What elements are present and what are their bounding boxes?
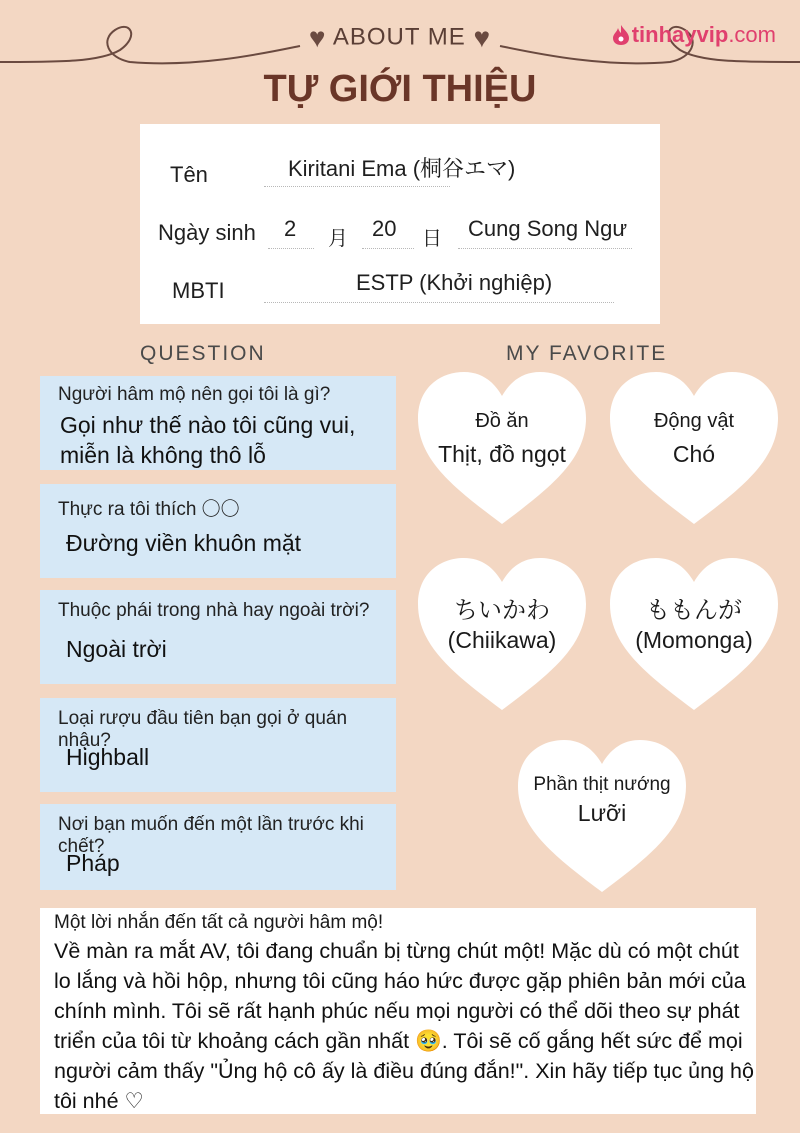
question-text: Thuộc phái trong nhà hay ngoài trời? bbox=[58, 600, 370, 621]
favorite-key: Đồ ăn bbox=[475, 410, 529, 432]
day-char: 日 bbox=[422, 228, 442, 250]
question-text: Thực ra tôi thích 〇〇 bbox=[58, 499, 240, 520]
question-text: Loại rượu đầu tiên bạn gọi ở quán nhậu? bbox=[58, 708, 348, 751]
answer-text: Highball bbox=[66, 744, 150, 770]
fan-message-box bbox=[40, 908, 756, 1114]
answer-text: Ngoài trời bbox=[66, 636, 167, 662]
favorite-momonga bbox=[606, 590, 782, 654]
favorite-key: Động vật bbox=[653, 410, 735, 432]
month-char: 月 bbox=[328, 228, 348, 250]
answer-text: Đường viền khuôn mặt bbox=[66, 530, 302, 556]
favorite-value: Thịt, đồ ngọt bbox=[438, 441, 566, 467]
page-title: TỰ GIỚI THIỆU bbox=[263, 68, 537, 110]
favorite-value: (Chiikawa) bbox=[447, 627, 557, 653]
mbti-label: MBTI bbox=[172, 278, 225, 303]
favorite-food bbox=[414, 410, 590, 468]
question-card bbox=[40, 376, 396, 470]
favorite-key: Phần thịt nướng bbox=[533, 774, 671, 795]
question-section-title: QUESTION bbox=[140, 342, 266, 365]
heart-icon: ♥ bbox=[473, 22, 492, 53]
answer-text: Pháp bbox=[66, 850, 120, 876]
favorite-key: ももんが bbox=[646, 597, 742, 624]
question-card bbox=[40, 804, 396, 890]
mbti-value: ESTP (Khởi nghiệp) bbox=[356, 270, 553, 295]
birth-month: 2 bbox=[284, 216, 297, 241]
birth-month-underline bbox=[268, 248, 314, 249]
answer-text: Gọi như thế nào tôi cũng vui, miễn là không thô lỗ bbox=[60, 412, 356, 468]
favorite-animal bbox=[606, 410, 782, 468]
question-card bbox=[40, 484, 396, 578]
question-card bbox=[40, 698, 396, 792]
about-me-text: ABOUT ME bbox=[332, 23, 466, 51]
favorite-value: Lưỡi bbox=[577, 800, 627, 826]
favorite-chiikawa bbox=[414, 590, 590, 654]
name-underline bbox=[264, 186, 450, 187]
favorite-key: ちいかわ bbox=[454, 597, 550, 624]
name-value: Kiritani Ema (桐谷エマ) bbox=[288, 156, 516, 181]
fan-message-body: Về màn ra mắt AV, tôi đang chuẩn bị từng chút một! Mặc dù có một chút lo lắng và hồi hộp, nhưng tôi cũng háo hức được gặp phiên bản mới của chính mình. Tôi sẽ rất hạnh phúc nếu mọi người có thể dõi theo sự phát triển của tôi từ khoảng cách gần nhất 🥹. Tôi sẽ cố gắng hết sức để mọi người cảm thấy "Ủng hộ cô ấy là điều đúng đắn!". Xin hãy tiếp tục ủng hộ tôi nhé ♡ bbox=[54, 939, 754, 1113]
logo-main: tinhayvip bbox=[631, 22, 729, 47]
favorite-section-title: MY FAVORITE bbox=[506, 342, 668, 365]
mbti-underline bbox=[264, 302, 614, 303]
zodiac-underline bbox=[458, 248, 632, 249]
logo-suffix: .com bbox=[728, 22, 776, 47]
heart-icon: ♥ bbox=[308, 22, 327, 53]
question-text: Nơi bạn muốn đến một lần trước khi chết? bbox=[58, 814, 364, 857]
favorite-value: Chó bbox=[672, 441, 716, 467]
fan-message-title: Một lời nhắn đến tất cả người hâm mộ! bbox=[54, 912, 384, 933]
zodiac-value: Cung Song Ngư bbox=[468, 216, 628, 241]
about-me-heading bbox=[0, 22, 800, 54]
profile-card bbox=[140, 124, 660, 324]
favorite-bbq bbox=[514, 774, 690, 827]
question-text: Người hâm mộ nên gọi tôi là gì? bbox=[58, 384, 331, 405]
birth-day-underline bbox=[362, 248, 414, 249]
favorite-value: (Momonga) bbox=[635, 627, 753, 653]
birthday-label: Ngày sinh bbox=[158, 220, 256, 245]
name-label: Tên bbox=[170, 162, 208, 187]
question-card bbox=[40, 590, 396, 684]
birth-day: 20 bbox=[372, 216, 397, 241]
